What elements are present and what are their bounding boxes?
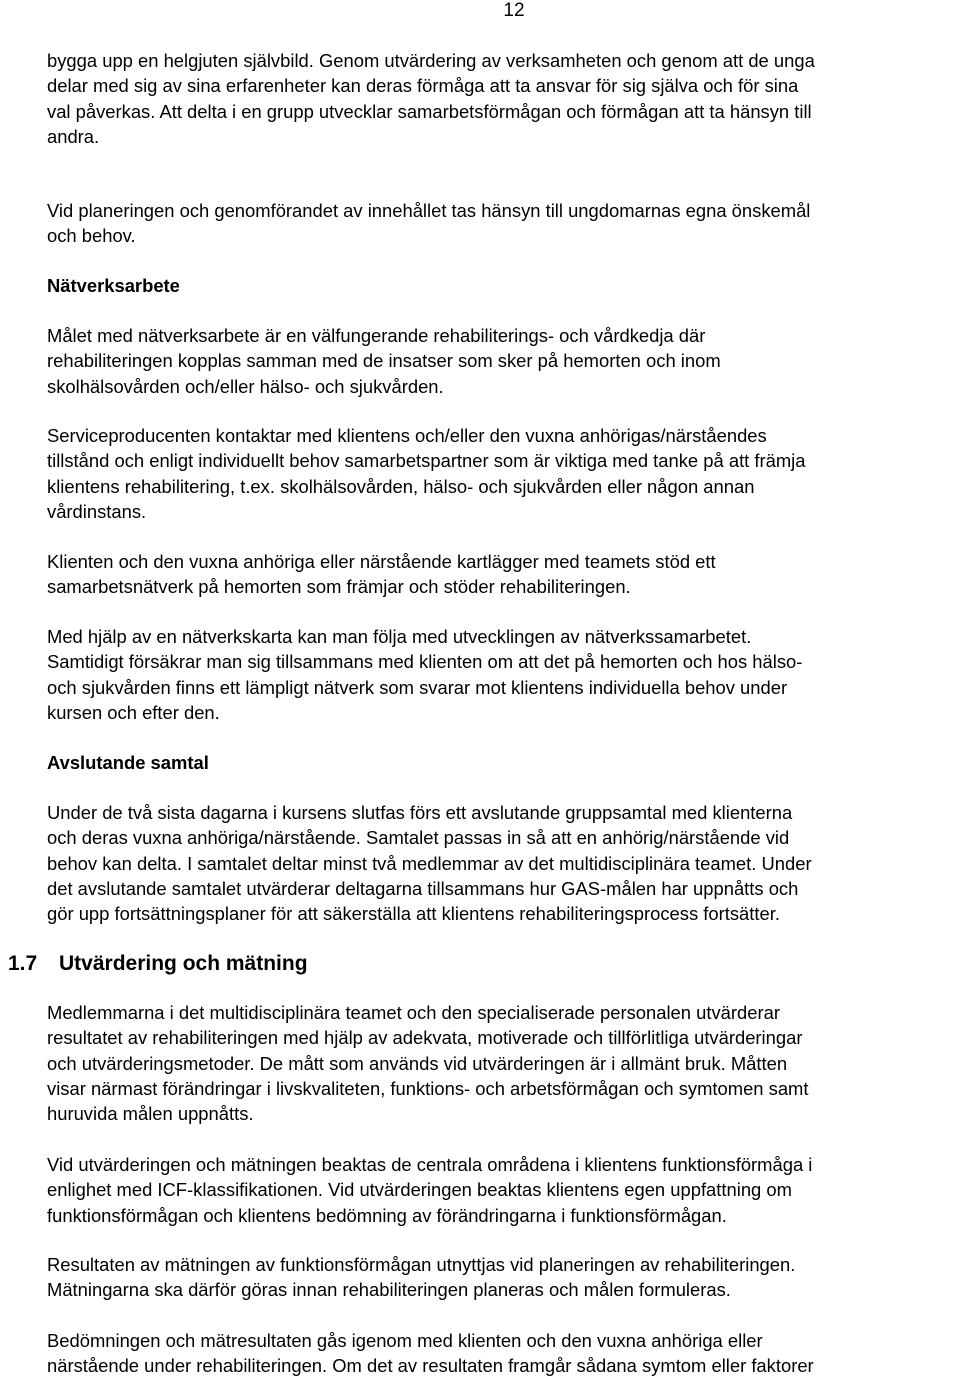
utvardering-paragraph-3 — [47, 1252, 959, 1303]
section-title: Utvärdering och mätning — [59, 952, 308, 975]
text-line: vårdinstans. — [47, 500, 147, 522]
text-line: delar med sig av sina erfarenheter kan deras förmåga att ta ansvar för sig själva och för sina — [47, 75, 799, 97]
section-number: 1.7 — [8, 952, 38, 975]
text-line: Klienten och den vuxna anhöriga eller närstående kartlägger med teamets stöd ett — [47, 551, 716, 572]
text-line: gör upp fortsättningsplaner för att säkerställa att klientens rehabiliteringsprocess fortsätter. — [47, 903, 780, 925]
natverksarbete-paragraph-3 — [47, 549, 959, 600]
natverksarbete-paragraph-1 — [47, 323, 959, 399]
heading-avslutande-samtal: Avslutande samtal — [47, 752, 209, 773]
text-line: Medlemmarna i det multidisciplinära teamet och den specialiserade personalen utvärderar — [47, 1002, 780, 1023]
text-line: Resultaten av mätningen av funktionsförmågan utnyttjas vid planeringen av rehabiliteringen. — [47, 1254, 796, 1275]
text-line: och behov. — [47, 225, 136, 247]
natverksarbete-paragraph-2 — [47, 423, 959, 524]
text-line: visar närmast förändringar i livskvaliteten, funktions- och arbetsförmågan och symtomen samt — [47, 1077, 809, 1099]
text-line: Mätningarna ska därför göras innan rehabiliteringen planeras och målen formuleras. — [47, 1279, 731, 1301]
text-line: val påverkas. Att delta i en grupp utvecklar samarbetsförmågan och förmågan att ta hänsyn till — [47, 100, 812, 122]
text-line: Under de två sista dagarna i kursens slutfas förs ett avslutande gruppsamtal med klienterna — [47, 802, 793, 823]
text-line: och utvärderingsmetoder. De mått som används vid utvärderingen är i allmänt bruk. Måtten — [47, 1052, 788, 1074]
utvardering-paragraph-2 — [47, 1152, 959, 1228]
utvardering-paragraph-4 — [47, 1328, 959, 1379]
page-number: 12 — [503, 0, 525, 21]
text-line: enlighet med ICF-klassifikationen. Vid utvärderingen beaktas klientens egen uppfattning om — [47, 1179, 792, 1201]
text-line: kursen och efter den. — [47, 701, 220, 723]
text-line: samarbetsnätverk på hemorten som främjar och stöder rehabiliteringen. — [47, 576, 631, 598]
text-line: behov kan delta. I samtalet deltar minst två medlemmar av det multidisciplinära teamet. Under — [47, 852, 812, 874]
text-line: klientens rehabilitering, t.ex. skolhälsovården, hälso- och sjukvården eller någon annan — [47, 475, 755, 497]
text-line: funktionsförmågan och klientens bedömning av förändringarna i funktionsförmågan. — [47, 1204, 727, 1226]
text-line: huruvida målen uppnåtts. — [47, 1103, 254, 1125]
text-line: tillstånd och enligt individuellt behov samarbetspartner som är viktiga med tanke på att främja — [47, 450, 806, 472]
text-line: bygga upp en helgjuten självbild. Genom utvärdering av verksamheten och genom att de unga — [47, 50, 815, 71]
section-heading-1-7 — [8, 951, 308, 977]
text-line: skolhälsovården och/eller hälso- och sjukvården. — [47, 375, 444, 397]
text-line: Serviceproducenten kontaktar med klientens och/eller den vuxna anhörigas/närståendes — [47, 425, 767, 446]
utvardering-paragraph-1 — [47, 1000, 959, 1126]
text-line: andra. — [47, 125, 100, 147]
text-line: det avslutande samtalet utvärderar deltagarna tillsammans hur GAS-målen har uppnåtts och — [47, 877, 799, 899]
text-line: Samtidigt försäkrar man sig tillsammans med klienten om att det på hemorten och hos hälso- — [47, 651, 803, 673]
heading-natverksarbete: Nätverksarbete — [47, 275, 180, 296]
text-line: rehabiliteringen kopplas samman med de insatser som sker på hemorten och inom — [47, 350, 721, 372]
natverksarbete-paragraph-4 — [47, 624, 959, 725]
text-line: Vid planeringen och genomförandet av innehållet tas hänsyn till ungdomarnas egna önskemål — [47, 200, 811, 221]
text-line: Bedömningen och mätresultaten gås igenom med klienten och den vuxna anhöriga eller — [47, 1330, 763, 1351]
text-line: Målet med nätverksarbete är en välfungerande rehabiliterings- och vårdkedja där — [47, 325, 706, 346]
text-line: och deras vuxna anhöriga/närstående. Samtalet passas in så att en anhörig/närstående vid — [47, 827, 790, 849]
text-line: och sjukvården finns ett lämpligt nätverk som svarar mot klientens individuella behov under — [47, 676, 788, 698]
intro-paragraph-2 — [47, 198, 959, 249]
avslutande-paragraph-1 — [47, 800, 959, 926]
intro-paragraph-1 — [47, 48, 959, 149]
text-line: Vid utvärderingen och mätningen beaktas de centrala områdena i klientens funktionsförmåga i — [47, 1154, 813, 1175]
text-line: Med hjälp av en nätverkskarta kan man följa med utvecklingen av nätverkssamarbetet. — [47, 626, 752, 647]
text-line: resultatet av rehabiliteringen med hjälp av adekvata, motiverade och tillförlitliga utvärderingar — [47, 1027, 803, 1049]
text-line: närstående under rehabiliteringen. Om det av resultaten framgår sådana symtom eller faktorer — [47, 1355, 814, 1377]
